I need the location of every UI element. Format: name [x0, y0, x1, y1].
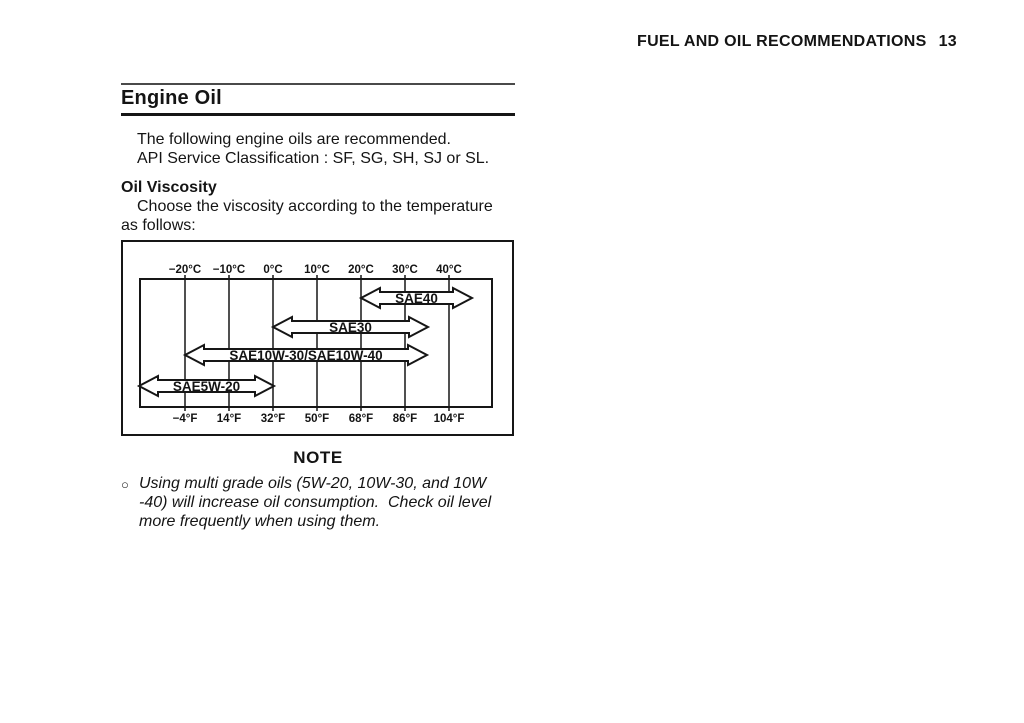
page-number: 13: [938, 33, 957, 50]
viscosity-chart: [121, 240, 515, 436]
range-arrow-labels: [173, 291, 438, 394]
header-title: FUEL AND OIL RECOMMENDATIONS: [637, 33, 927, 50]
oil-viscosity-heading: Oil Viscosity: [121, 179, 217, 196]
celsius-label: 40°C: [436, 264, 462, 276]
fahrenheit-label: 104°F: [433, 413, 465, 425]
fahrenheit-label: 50°F: [304, 413, 330, 425]
viscosity-line-2: as follows:: [121, 217, 196, 234]
intro-line-1: The following engine oils are recommended.: [137, 131, 451, 148]
engine-oil-section-heading: [121, 83, 515, 116]
viscosity-chart-svg: [121, 240, 515, 436]
arrow-label-sae10w: SAE10W-30/SAE10W-40: [229, 348, 383, 363]
intro-line-2: API Service Classification : SF, SG, SH, SJ or SL.: [137, 150, 490, 167]
celsius-label: −20°C: [168, 264, 202, 276]
celsius-label: −10°C: [212, 264, 246, 276]
viscosity-paragraph: [121, 197, 515, 235]
celsius-label: 20°C: [348, 264, 374, 276]
section-title: Engine Oil: [121, 87, 222, 109]
fahrenheit-label: 86°F: [392, 413, 418, 425]
celsius-label: 10°C: [304, 264, 330, 276]
fahrenheit-label: 68°F: [348, 413, 374, 425]
fahrenheit-label: 32°F: [260, 413, 286, 425]
note-line-3: more frequently when using them.: [139, 513, 381, 530]
note-heading: NOTE: [293, 448, 343, 467]
celsius-axis: [169, 264, 462, 276]
note-line-2: -40) will increase oil consumption. Check oil level: [139, 494, 492, 511]
content-column: [121, 83, 515, 531]
celsius-label: 30°C: [392, 264, 418, 276]
viscosity-line-1: Choose the viscosity according to the temperature: [137, 198, 493, 215]
fahrenheit-axis: [173, 413, 465, 425]
fahrenheit-label: 14°F: [216, 413, 242, 425]
running-header: [637, 33, 957, 51]
intro-paragraph: [121, 130, 515, 168]
circle-bullet-icon: ○: [121, 477, 129, 492]
arrow-label-sae40: SAE40: [395, 291, 438, 306]
arrow-label-sae30: SAE30: [329, 320, 372, 335]
celsius-label: 0°C: [263, 264, 283, 276]
fahrenheit-label: −4°F: [172, 413, 198, 425]
note-line-1: Using multi grade oils (5W-20, 10W-30, and 10W: [139, 475, 487, 492]
arrow-label-sae5w20: SAE5W-20: [172, 379, 241, 394]
note-item: [121, 474, 515, 531]
